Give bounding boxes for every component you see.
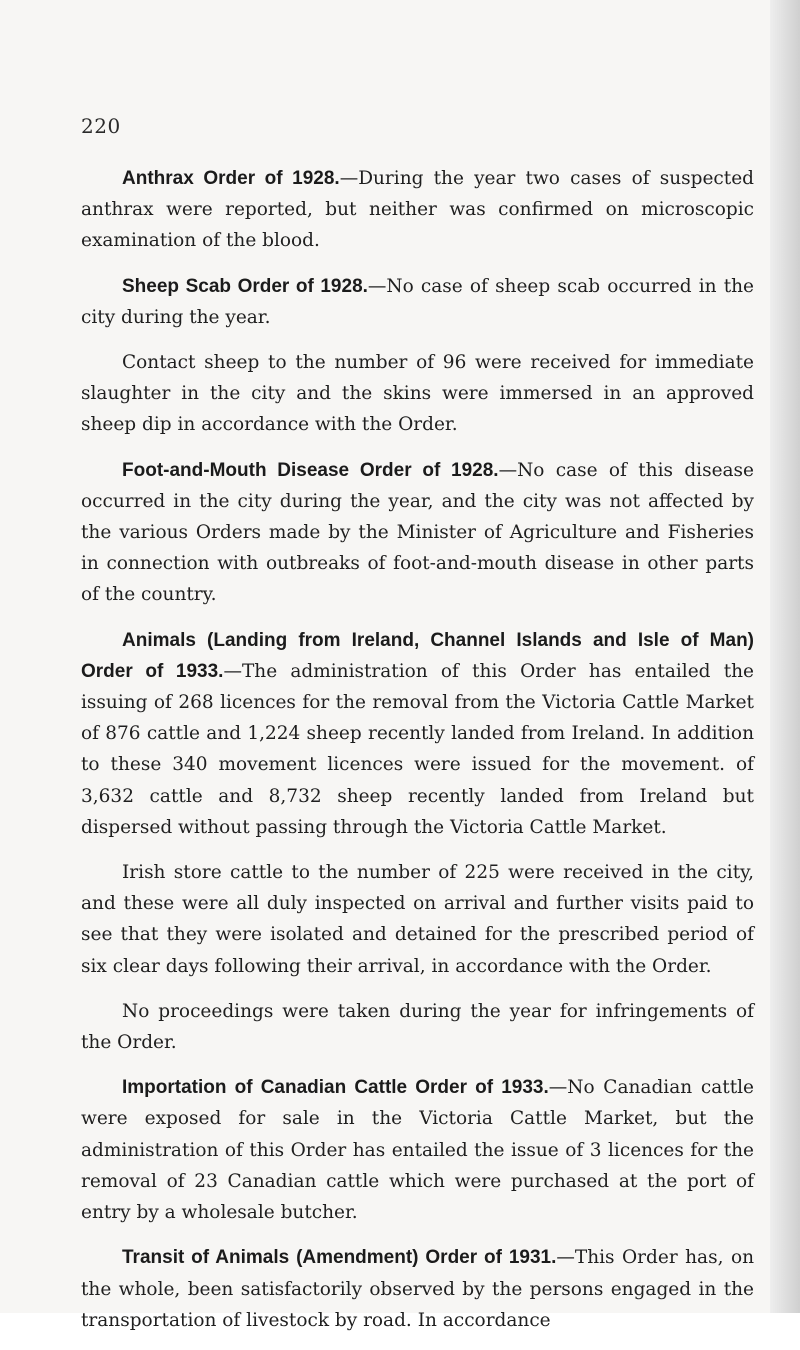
paragraph-contact-sheep (81, 347, 754, 441)
paragraph-text: No proceedings were taken during the year for infringements of the Order. (81, 1000, 754, 1054)
section-heading: Sheep Scab Order of 1928. (122, 275, 368, 297)
section-heading: Anthrax Order of 1928. (122, 168, 340, 189)
paragraph-transit-of-animals (81, 1242, 754, 1336)
paragraph-text: —This Order has, on the whole, been satisfactorily observed by the persons engaged in the transportation of livestock by road. In accordance (81, 1247, 754, 1331)
section-heading: Animals (Landing from Ireland, Channel Islands and Isle of Man) Order of 1933. (81, 629, 754, 682)
paragraph-foot-and-mouth (81, 455, 754, 611)
paragraph-sheep-scab (81, 271, 754, 333)
body-text (81, 163, 754, 1350)
paragraph-text: —During the year two cases of suspected anthrax were reported, but neither was confirmed on microscopic examination of the blood. (81, 168, 754, 252)
page-edge-shadow (770, 0, 800, 1313)
paragraph-irish-store-cattle (81, 857, 754, 982)
paragraph-text: —No case of this disease occurred in the city during the year, and the city was not affected by the various Orders made by the Minister of Agriculture and Fisheries in connection with outbreaks of foot-and-mouth disease in other parts of the country. (81, 459, 754, 606)
paragraph-text: —The administration of this Order has entailed the issuing of 268 licences for the removal from the Victoria Cattle Market of 876 cattle and 1,224 sheep recently landed from Ireland. In addition to these 340 movement licences were issued for the movement. of 3,632 cattle and 8,732 sheep recently landed from Ireland but dispersed without passing through the Victoria Cattle Market. (81, 660, 755, 838)
paragraph-anthrax (81, 163, 754, 257)
paragraph-text: Contact sheep to the number of 96 were received for immediate slaughter in the city and the skins were immersed in an approved sheep dip in accordance with the Order. (81, 352, 754, 436)
section-heading: Transit of Animals (Amendment) Order of 1931. (122, 1247, 557, 1269)
paragraph-animals-landing (81, 625, 754, 843)
page-number: 220 (81, 114, 121, 138)
paragraph-no-proceedings (81, 996, 754, 1058)
section-heading: Foot-and-Mouth Disease Order of 1928. (122, 459, 499, 481)
paragraph-text: —No case of sheep scab occurred in the city during the year. (81, 275, 754, 328)
paragraph-text: —No Canadian cattle were exposed for sale in the Victoria Cattle Market, but the administration of this Order has entailed the issue of 3 licences for the removal of 23 Canadian cattle which were purchased at the port of entry by a wholesale butcher. (81, 1077, 755, 1224)
section-heading: Importation of Canadian Cattle Order of 1933. (122, 1077, 549, 1099)
paragraph-text: Irish store cattle to the number of 225 were received in the city, and these were all duly inspected on arrival and further visits paid to see that they were isolated and detained for the prescribed period of six clear days following their arrival, in accordance with the Order. (81, 862, 754, 977)
paragraph-canadian-cattle (81, 1072, 754, 1228)
